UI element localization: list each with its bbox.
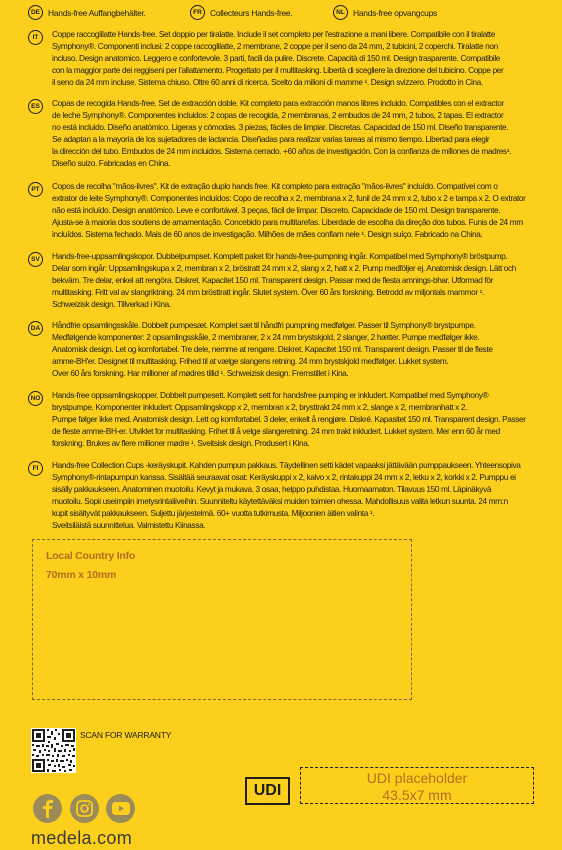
text-line: Over 60 års forskning. Har millioner af mødres tillid ¹. Schweizisk design. Fremstillet i Kina. [52,368,349,379]
language-block-da [28,319,540,379]
language-badge-fi: FI [28,461,43,476]
language-block-sv [28,250,540,310]
language-block-fi [28,459,540,531]
language-text-sv [48,250,540,310]
udi-placeholder-title: UDI placeholder [366,770,468,786]
udi-badge: UDI [245,777,290,805]
text-line: Sveitsiläistä suunnittelua. Valmistettu Kiinassa. [52,520,206,531]
text-line: Coppe raccoglilatte Hands-free. Set doppio per tiralatte. Include il set completo per l'estrazione a mani libere. Compatibile con il tiralatte [52,29,495,39]
text-line: no está incluido. Diseño anatómico. Ligeras y cómodas. 3 piezas, fáciles de limpiar. Discretas. Capacidad de 150 ml. Diseño transparente. [52,122,509,133]
language-text-da [48,319,540,379]
text-line: brystpumpe. Komponenter inkludert: Oppsamlingskopp x 2, membran x 2, brysttrakt 24 mm x 2, slange x 2, membranhatt x 2. [52,402,468,413]
udi-placeholder-size: 43.5x7 mm [382,787,452,803]
text-line: extrator de leite Symphony®. Componentes incluídos: Copo de recolha x 2, membrana x 2, funil de 24 mm x 2, tubo x 2 e tampa x 2. O extrator [52,193,526,204]
text-line: Schweizisk design. Tillverkad i Kina. [52,299,171,310]
text-line: multitasking. Fritt val av slangriktning. 24 mm brösttratt ingår. Slutet system. Över 60 års forskning. Betrodd av miljontals mammor ¹. [52,287,484,298]
header-text-fr: Collecteurs Hands-free. [210,7,293,18]
text-line: Hands-free oppsamlingskopper. Dobbelt pumpesett. Komplett sett for handsfree pumping er inkludert. Kompatibel med Symphony® [52,390,489,400]
text-line: Copas de recogida Hands-free. Set de extracción doble. Kit completo para extracción manos libres incluido. Compatibles con el extractor [52,98,504,108]
text-line: con la maggior parte dei reggiseni per l'allattamento. Progettato per il multitasking. Libertà di scegliere la direzione del tubicino. Coppe per [52,65,504,76]
language-badge-es: ES [28,99,43,114]
local-country-info-box [32,539,412,700]
language-text-it [48,28,540,88]
text-line: Pumpe følger ikke med. Anatomisk design. Lett og komfortabel. 3 deler, enkelt å rengjøre. Diskré. Kapasitet 150 ml. Transparent design. Passer [52,414,526,425]
text-line: bekväm. Tre delar, enkel att rengöra. Diskret. Kapacitet 150 ml. Transparent design. Passar med de flesta amnings-bhar. Utformad för [52,275,493,286]
language-block-es [28,97,540,169]
text-line: Symphony®-rintapumpun kanssa. Sisältää seuraavat osat: Keräyskuppi x 2, kalvo x 2, rintakuppi 24 mm x 2, letku x 2, korkki x 2. Pumppu ei [52,472,516,483]
text-line: il seno da 24 mm incluse. Sistema chiuso. Oltre 60 anni di ricerca. Scelto da milioni di mamme ¹. Design svizzero. Prodotto in Cina. [52,77,483,88]
language-badge-da: DA [28,321,43,336]
language-badge-nl: NL [333,5,348,20]
header-item-de [28,5,146,20]
text-line: não está incluído. Design anatómico. Leve e confortável. 3 peças, fácil de limpar. Discreto. Capacidade de 150 ml. Design transparente. [52,205,501,216]
website-link[interactable]: medela.com [31,828,133,848]
text-line: Copos de recolha "mãos-livres". Kit de extração duplo hands free. Kit completo para extração "mãos-livres" incluído. Compatível com o [52,181,498,191]
language-badge-fr: FR [190,5,205,20]
text-line: muotoilu. Sopii useimpiin imetysrintaliiveihin. Suunniteltu käytettäväksi muiden toimien ohessa. Mahdollisuus valita letkun suunta. 24 mm:n [52,496,508,507]
text-line: incluídos. Sistema fechado. Mais de 60 anos de investigação. Milhões de mães confiam nele ¹. Design suíço. Fabricado na China. [52,229,483,240]
language-badge-no: NO [28,391,43,406]
language-text-es [48,97,540,169]
header-item-nl [333,5,437,20]
language-badge-sv: SV [28,252,43,267]
text-line: kupit sisältyvät pakkaukseen. Suljettu järjestelmä. 60+ vuotta tutkimusta. Miljoonien äitien valinta ¹. [52,508,375,519]
text-line: de fleste amme-BH-er. Utviklet for multitasking. Frihet til å velge slangeretning. 24 mm trakt inkludert. Lukket system. Mer enn 60 år med [52,426,500,437]
language-badge-it: IT [28,30,43,45]
text-line: sisälly pakkaukseen. Anatominen muotoilu. Kevyt ja mukava. 3 osaa, helppo puhdistaa. Huomaamaton. Tilavuus 150 ml. Läpinäkyvä [52,484,492,495]
qr-code-icon[interactable] [31,728,76,773]
header-text-de: Hands-free Auffangbehälter. [48,7,146,18]
language-block-no [28,389,540,449]
language-block-pt [28,180,540,240]
facebook-icon[interactable] [33,794,62,823]
text-line: Medfølgende komponenter: 2 opsamlingsskåle, 2 membraner, 2 x 24 mm brystskjold, 2 slanger, 2 hætter. Pumpe medfølger ikke. [52,332,480,343]
scan-for-warranty-label: SCAN FOR WARRANTY [80,730,172,740]
text-line: de leche Symphony®. Componentes incluidos: 2 copas de recogida, 2 membranas, 2 embudos de 24 mm, 2 tubos, 2 tapas. El extractor [52,110,504,121]
language-text-fi [48,459,540,531]
text-line: incluso. Design anatomico. Leggero e confortevole. 3 parti, facili da pulire. Discrete. Capacità di 150 ml. Design trasparente. Compatibile [52,53,501,64]
text-line: forskning. Brukes av flere millioner mødre ¹. Sveitsisk design. Produsert i Kina. [52,438,310,449]
text-line: amme-BH'er. Designet til multitasking. Frihed til at vælge slangens retning. 24 mm brystskjold medfølger. Lukket system. [52,356,449,367]
language-badge-de: DE [28,5,43,20]
youtube-icon[interactable] [106,794,135,823]
text-line: Ajusta-se à maioria dos soutiens de amamentação. Concebido para multitarefas. Liberdade de escolha da direção dos tubos. Funis de 24 mm [52,217,523,228]
language-block-it [28,28,540,88]
text-line: Diseño suizo. Fabricadas en China. [52,158,171,169]
language-text-no [48,389,540,449]
instagram-icon[interactable] [70,794,99,823]
text-line: Symphony®. Componenti inclusi: 2 coppe raccoglilatte, 2 membrane, 2 coppe per il seno da 24 mm, 2 tubicini, 2 coperchi. Tiralatte non [52,41,498,52]
local-info-title: Local Country Info [46,550,136,562]
language-badge-pt: PT [28,182,43,197]
text-line: Håndfrie opsamlingsskåle. Dobbelt pumpesæt. Komplet sæt til håndfri pumpning medfølger. Passer til Symphony® brystpumpe. [52,320,476,330]
header-item-fr [190,5,292,20]
local-info-size: 70mm x 10mm [46,569,117,581]
text-line: Anatomisk design. Let og komfortabel. Tre dele, nemme at rengøre. Diskret. Kapacitet 150 ml. Transparent design. Passer til de fleste [52,344,493,355]
text-line: Delar som ingår: Uppsamlingskupa x 2, membran x 2, bröstratt 24 mm x 2, slang x 2, hatt x 2. Pump medföljer ej. Anatomisk design. Lätt och [52,263,517,274]
text-line: Hands-free-uppsamlingskopor. Dubbelpumpset. Komplett paket för hands-free-pumpning ingår. Kompatibel med Symphony® bröstpump. [52,251,508,261]
language-text-pt [48,180,540,240]
text-line: Se adaptan a la mayoría de los sujetadores de lactancia. Diseñadas para realizar varias tareas al mismo tiempo. Libertad para elegir [52,134,490,145]
text-line: la dirección del tubo. Embudos de 24 mm incluidos. Sistema cerrado. +60 años de investigación. Con la confianza de millones de madres¹. [52,146,512,157]
udi-placeholder-box [300,767,534,804]
header-text-nl: Hands-free opvangcups [353,7,437,18]
text-line: Hands-free Collection Cups -keräyskupit. Kahden pumpun pakkaus. Täydellinen setti kädet vapaaksi jättävään pumppaukseen. Yhteensopiva [52,460,521,470]
